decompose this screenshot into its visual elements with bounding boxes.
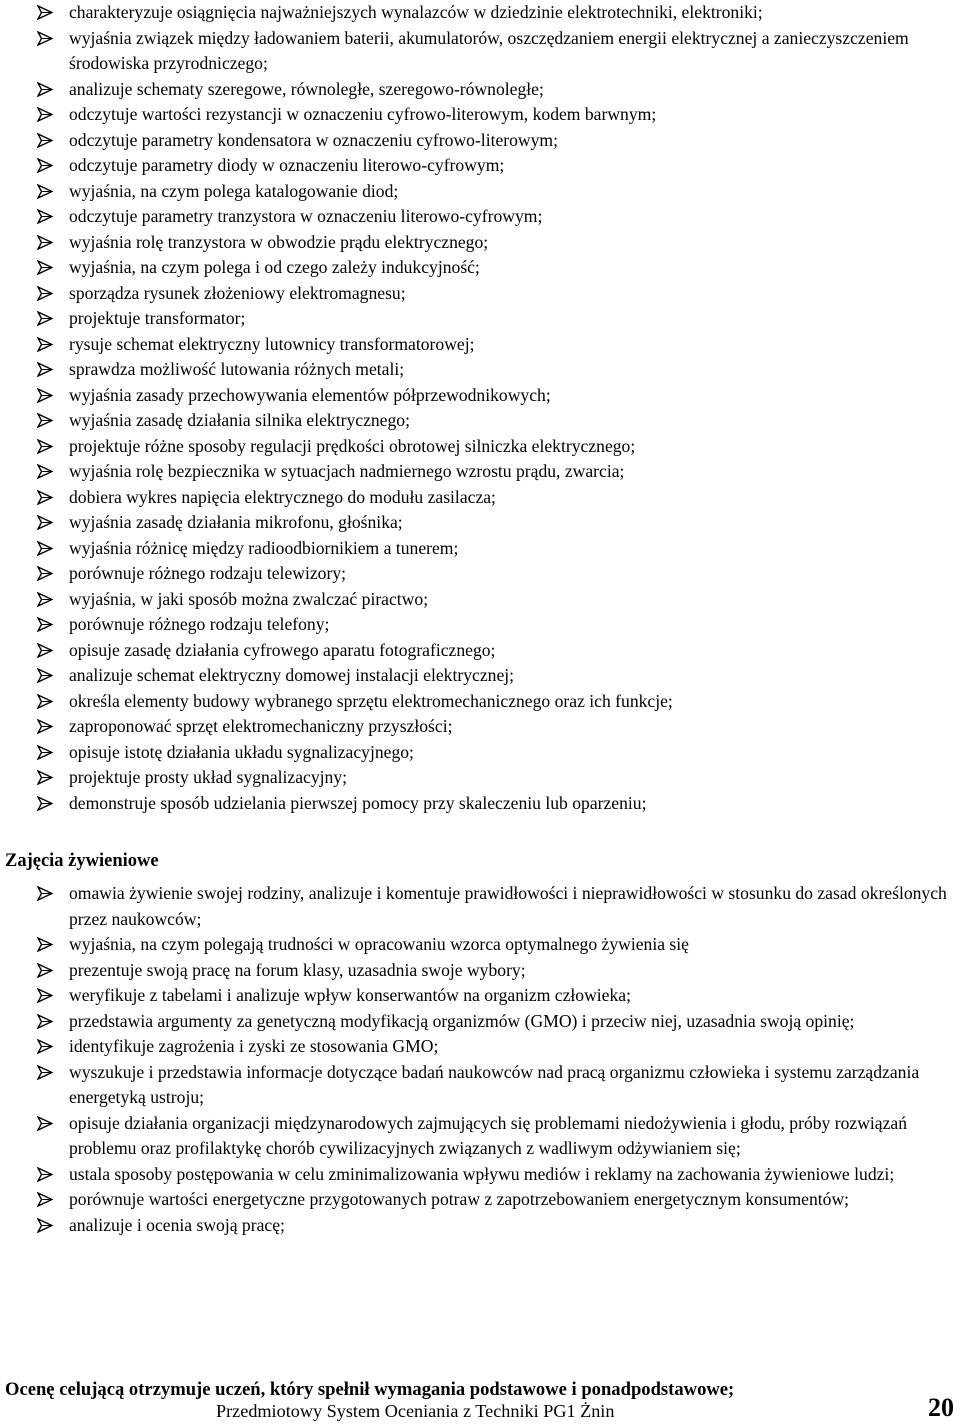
arrow-bullet-icon [37, 158, 53, 173]
list-item [37, 281, 952, 307]
list-item-text: wyjaśnia, na czym polegają trudności w opracowaniu wzorca optymalnego żywienia się [69, 934, 689, 954]
list-item [37, 383, 952, 409]
list-item-text: określa elementy budowy wybranego sprzętu elektromechanicznego oraz ich funkcje; [69, 690, 673, 711]
list-item [37, 1162, 952, 1188]
list-item [37, 510, 952, 536]
list-item [37, 485, 952, 511]
list-item-text: zaproponować sprzęt elektromechaniczny przyszłości; [69, 716, 453, 736]
list-item-text: przedstawia argumenty za genetyczną modyfikacją organizmów (GMO) i przeciw niej, uzasadnia swoją opinię; [69, 1010, 855, 1031]
list-item-text: wyjaśnia, na czym polega i od czego zależy indukcyjność; [69, 257, 480, 277]
arrow-bullet-icon [37, 566, 53, 581]
arrow-bullet-icon [37, 464, 53, 479]
arrow-bullet-icon [37, 592, 53, 607]
electronics-requirements-list [37, 0, 952, 816]
arrow-bullet-icon [37, 5, 53, 20]
list-item-text: wyjaśnia związek między ładowaniem baterii, akumulatorów, oszczędzaniem energii elektrycznej a zanieczyszczeniem środowiska przyrodniczego; [69, 27, 909, 73]
list-item [37, 230, 952, 256]
arrow-bullet-icon [37, 82, 53, 97]
list-item [37, 1034, 952, 1060]
list-item-text: analizuje schemat elektryczny domowej instalacji elektrycznej; [69, 665, 515, 685]
arrow-bullet-icon [37, 694, 53, 709]
list-item [37, 958, 952, 984]
list-item [37, 612, 952, 638]
arrow-bullet-icon [37, 988, 53, 1003]
arrow-bullet-icon [37, 133, 53, 148]
arrow-bullet-icon [37, 1014, 53, 1029]
arrow-bullet-icon [37, 184, 53, 199]
list-item-text: sporządza rysunek złożeniowy elektromagnesu; [69, 282, 406, 303]
list-item [37, 408, 952, 434]
list-item [37, 689, 952, 715]
arrow-bullet-icon [37, 515, 53, 530]
list-item-text: analizuje i ocenia swoją pracę; [69, 1214, 285, 1235]
arrow-bullet-icon [37, 1192, 53, 1207]
list-item [37, 1111, 952, 1162]
arrow-bullet-icon [37, 668, 53, 683]
arrow-bullet-icon [37, 286, 53, 301]
list-item-text: charakteryzuje osiągnięcia najważniejszych wynalazców w dziedzinie elektrotechniki, elektroniki; [69, 2, 763, 22]
arrow-bullet-icon [37, 1167, 53, 1182]
page-number: 20 [928, 1393, 954, 1422]
list-item [37, 434, 952, 460]
arrow-bullet-icon [37, 617, 53, 632]
list-item [37, 561, 952, 587]
list-item-text: omawia żywienie swojej rodziny, analizuje i komentuje prawidłowości i nieprawidłowości w stosunku do zasad określonych przez naukowców; [69, 883, 947, 929]
list-item-text: odczytuje wartości rezystancji w oznaczeniu cyfrowo-literowym, kodem barwnym; [69, 104, 657, 124]
list-item-text: ustala sposoby postępowania w celu zminimalizowania wpływu mediów i reklamy na zachowania żywieniowe ludzi; [69, 1163, 895, 1184]
list-item-text: wyjaśnia zasadę działania silnika elektrycznego; [69, 410, 410, 430]
list-item-text: wyjaśnia rolę bezpiecznika w sytuacjach nadmiernego wzrostu prądu, zwarcia; [69, 461, 625, 481]
arrow-bullet-icon [37, 1065, 53, 1080]
list-item [37, 459, 952, 485]
list-item-text: prezentuje swoją pracę na forum klasy, uzasadnia swoje wybory; [69, 959, 526, 980]
list-item-text: wyjaśnia zasady przechowywania elementów półprzewodnikowych; [69, 384, 551, 405]
list-item-text: odczytuje parametry tranzystora w oznaczeniu literowo-cyfrowym; [69, 206, 543, 226]
arrow-bullet-icon [37, 1116, 53, 1131]
list-item [37, 332, 952, 358]
arrow-bullet-icon [37, 719, 53, 734]
list-item [37, 204, 952, 230]
arrow-bullet-icon [37, 937, 53, 952]
list-item-text: analizuje schematy szeregowe, równoległe, szeregowo-równoległe; [69, 78, 544, 99]
arrow-bullet-icon [37, 337, 53, 352]
list-item-text: projektuje różne sposoby regulacji prędkości obrotowej silniczka elektrycznego; [69, 435, 636, 456]
list-item [37, 638, 952, 664]
arrow-bullet-icon [37, 413, 53, 428]
list-item [37, 1009, 952, 1035]
arrow-bullet-icon [37, 745, 53, 760]
nutrition-requirements-list [37, 881, 952, 1238]
arrow-bullet-icon [37, 490, 53, 505]
list-item-text: wyjaśnia, w jaki sposób można zwalczać piractwo; [69, 588, 429, 609]
arrow-bullet-icon [37, 388, 53, 403]
list-item-text: demonstruje sposób udzielania pierwszej pomocy przy skaleczeniu lub oparzeniu; [69, 792, 647, 813]
list-item-text: wyjaśnia rolę tranzystora w obwodzie prądu elektrycznego; [69, 231, 489, 252]
list-item [37, 26, 952, 77]
arrow-bullet-icon [37, 643, 53, 658]
list-item-text: wyszukuje i przedstawia informacje dotyczące badań naukowców nad pracą organizmu człowieka i systemu zarządzania energetyką ustroju; [69, 1061, 920, 1107]
arrow-bullet-icon [37, 209, 53, 224]
list-item [37, 102, 952, 128]
arrow-bullet-icon [37, 1039, 53, 1054]
footer-document-title: Przedmiotowy System Oceniania z Techniki PG1 Żnin [216, 1401, 615, 1421]
arrow-bullet-icon [37, 886, 53, 901]
arrow-bullet-icon [37, 796, 53, 811]
list-item [37, 255, 952, 281]
arrow-bullet-icon [37, 107, 53, 122]
list-item-text: identyfikuje zagrożenia i zyski ze stosowania GMO; [69, 1036, 439, 1056]
list-item-text: opisuje działania organizacji międzynarodowych zajmujących się problemami niedożywienia i głodu, próby rozwiązań problemu oraz profilaktykę chorób cywilizacyjnych związanych z wadliwym odżywianiem się; [69, 1112, 908, 1158]
list-item-text: wyjaśnia zasadę działania mikrofonu, głośnika; [69, 512, 403, 532]
arrow-bullet-icon [37, 541, 53, 556]
list-item-text: rysuje schemat elektryczny lutownicy transformatorowej; [69, 333, 475, 354]
list-item [37, 536, 952, 562]
section-heading: Zajęcia żywieniowe [5, 851, 159, 871]
list-item-text: odczytuje parametry diody w oznaczeniu literowo-cyfrowym; [69, 155, 505, 175]
list-item-text: sprawdza możliwość lutowania różnych metali; [69, 359, 405, 379]
list-item [37, 77, 952, 103]
list-item-text: porównuje różnego rodzaju telewizory; [69, 563, 346, 583]
list-item [37, 179, 952, 205]
arrow-bullet-icon [37, 770, 53, 785]
list-item-text: wyjaśnia, na czym polega katalogowanie diod; [69, 180, 399, 201]
list-item-text: porównuje różnego rodzaju telefony; [69, 614, 330, 634]
list-item-text: dobiera wykres napięcia elektrycznego do modułu zasilacza; [69, 486, 496, 507]
list-item [37, 932, 952, 958]
list-item [37, 153, 952, 179]
list-item [37, 791, 952, 817]
list-item-text: odczytuje parametry kondensatora w oznaczeniu cyfrowo-literowym; [69, 129, 559, 150]
arrow-bullet-icon [37, 1218, 53, 1233]
list-item [37, 128, 952, 154]
list-item [37, 357, 952, 383]
list-item-text: opisuje istotę działania układu sygnalizacyjnego; [69, 741, 414, 762]
arrow-bullet-icon [37, 31, 53, 46]
list-item [37, 714, 952, 740]
list-item [37, 1060, 952, 1111]
list-item [37, 1213, 952, 1239]
list-item [37, 765, 952, 791]
arrow-bullet-icon [37, 260, 53, 275]
arrow-bullet-icon [37, 439, 53, 454]
list-item [37, 983, 952, 1009]
list-item-text: opisuje zasadę działania cyfrowego aparatu fotograficznego; [69, 639, 496, 660]
list-item-text: weryfikuje z tabelami i analizuje wpływ konserwantów na organizm człowieka; [69, 985, 631, 1005]
list-item [37, 881, 952, 932]
list-item [37, 663, 952, 689]
list-item [37, 587, 952, 613]
list-item [37, 0, 952, 26]
list-item-text: projektuje prosty układ sygnalizacyjny; [69, 767, 348, 787]
arrow-bullet-icon [37, 362, 53, 377]
list-item-text: porównuje wartości energetyczne przygotowanych potraw z zapotrzebowaniem energetycznym konsumentów; [69, 1189, 850, 1209]
list-item-text: projektuje transformator; [69, 308, 246, 328]
list-item [37, 1187, 952, 1213]
arrow-bullet-icon [37, 311, 53, 326]
list-item [37, 740, 952, 766]
list-item-text: wyjaśnia różnicę między radioodbiornikiem a tunerem; [69, 537, 459, 558]
footer-grade-statement: Ocenę celującą otrzymuje uczeń, który spełnił wymagania podstawowe i ponadpodstawowe; [5, 1379, 735, 1400]
list-item [37, 306, 952, 332]
arrow-bullet-icon [37, 963, 53, 978]
arrow-bullet-icon [37, 235, 53, 250]
